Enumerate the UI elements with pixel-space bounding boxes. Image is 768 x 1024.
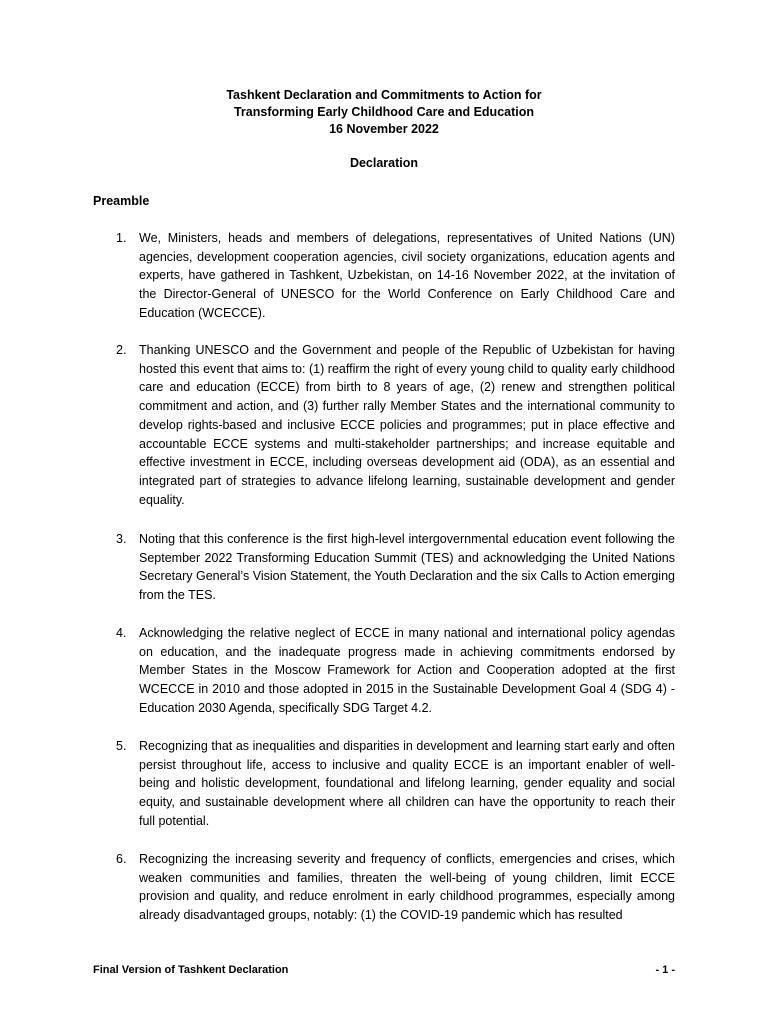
page-number: - 1 -: [655, 964, 675, 976]
item-text: Acknowledging the relative neglect of ECCE in many national and international policy agendas on education, and the inadequate progress made in achieving commitments endorsed by Member States in the Moscow Framework for Action and Cooperation adopted at the first WCECCE in 2010 and those adopted in 2015 in the Sustainable Development Goal 4 (SDG 4) - Education 2030 Agenda, specifically SDG Target 4.2.: [139, 626, 675, 715]
item-text: Thanking UNESCO and the Government and people of the Republic of Uzbekistan for having hosted this event that aims to: (1) reaffirm the right of every young child to quality early childhood care and education (ECCE) from birth to 8 years of age, (2) renew and strengthen political commitment and action, and (3) further rally Member States and the international community to develop rights-based and inclusive ECCE policies and programmes; put in place effective and accountable ECCE systems and multi-stakeholder partnerships; and increase equitable and effective investment in ECCE, including overseas development aid (ODA), as an essential and integrated part of strategies to advance lifelong learning, sustainable development and gender equality.: [139, 343, 675, 507]
title-line-1: Tashkent Declaration and Commitments to Action for: [226, 88, 542, 102]
item-number: 2.: [116, 343, 127, 357]
item-text: We, Ministers, heads and members of delegations, representatives of United Nations (UN) agencies, development cooperation agencies, civil society organizations, education agents and experts, have gathered in Tashkent, Uzbekistan, on 14-16 November 2022, at the invitation of the Director-General of UNESCO for the World Conference on Early Childhood Care and Education (WCECCE).: [139, 231, 675, 320]
preamble-heading: Preamble: [93, 194, 150, 208]
declaration-heading: Declaration: [349, 156, 419, 170]
preamble-item-2: [93, 341, 675, 509]
title-line-2: Transforming Early Childhood Care and Education: [233, 105, 535, 119]
preamble-item-4: [93, 624, 675, 718]
item-number: 3.: [116, 532, 127, 546]
item-number: 1.: [116, 231, 127, 245]
item-number: 6.: [116, 852, 127, 866]
preamble-item-3: [93, 530, 675, 605]
item-number: 5.: [116, 739, 127, 753]
footer-label: Final Version of Tashkent Declaration: [93, 964, 289, 976]
preamble-item-1: [93, 229, 675, 323]
preamble-item-6: [93, 850, 675, 925]
item-text: Recognizing the increasing severity and frequency of conflicts, emergencies and crises, which weaken communities and families, threaten the well-being of young children, limit ECCE provision and quality, and reduce enrolment in early childhood programmes, especially among already disadvantaged groups, notably: (1) the COVID-19 pandemic which has resulted: [139, 852, 675, 923]
item-text: Noting that this conference is the first high-level intergovernmental education event following the September 2022 Transforming Education Summit (TES) and acknowledging the United Nations Secretary General’s Vision Statement, the Youth Declaration and the six Calls to Action emerging from the TES.: [139, 532, 675, 603]
document-date: 16 November 2022: [329, 122, 439, 136]
document-title: [93, 87, 675, 138]
item-number: 4.: [116, 626, 127, 640]
item-text: Recognizing that as inequalities and disparities in development and learning start early and often persist throughout life, access to inclusive and quality ECCE is an important enabler of well-being and holistic development, foundational and lifelong learning, gender equality and social equity, and sustainable development where all children can have the opportunity to reach their full potential.: [139, 739, 675, 828]
preamble-item-5: [93, 737, 675, 831]
